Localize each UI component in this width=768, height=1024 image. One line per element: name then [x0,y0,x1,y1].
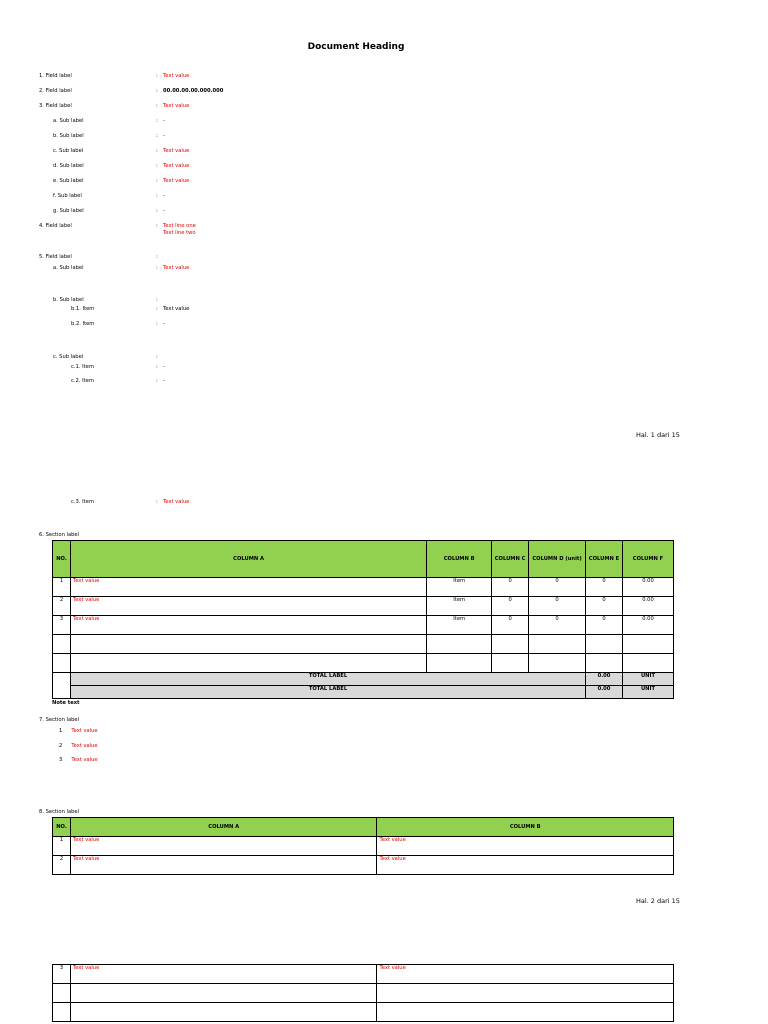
task-number: 1 [53,578,71,597]
table-row [53,856,674,875]
task-number: 3 [53,616,71,635]
materials-table [52,817,674,875]
subfield-label: f. Sub label [53,193,82,199]
table-header-row [53,818,674,837]
total-staff-value: 0.00 [586,686,623,699]
column-header: COLUMN B [377,818,674,837]
material-number: 2 [53,856,71,875]
table-header-row [53,541,674,578]
material-use: Text value [377,856,674,875]
field-label: 3. Field label [39,103,72,109]
summary-line-1: Text line one [163,223,196,229]
summary-label: 4. Field label [39,223,72,229]
subfield-value: - [163,193,165,199]
column-header: COLUMN C [492,541,529,578]
experience-item-value: Text value [163,499,190,505]
subfield-label: a. Sub label [53,118,84,124]
experience-item-value: - [163,364,165,370]
field-value: Text value [163,73,190,79]
total-staff-unit: UNIT [622,686,673,699]
subfield-label: g. Sub label [53,208,84,214]
materials-table-continued [52,964,674,1022]
training-item-value: - [163,321,165,327]
result-item: Text value [71,743,98,749]
table-row [53,597,674,616]
column-header: COLUMN B [427,541,492,578]
list-item: 2 Text value [59,743,98,749]
experience-item-label: c.2. Item [71,378,94,384]
column-header: COLUMN D (unit) [529,541,586,578]
subfield-label: e. Sub label [53,178,84,184]
task-description: Text value [70,597,426,616]
total-time-row [53,673,674,686]
task-effective-time: 0 [586,616,623,635]
task-result: Item [427,578,492,597]
education-value: Text value [163,265,190,271]
task-result: Item [427,616,492,635]
result-item: Text value [71,757,98,763]
column-header: NO. [53,541,71,578]
task-result: Item [427,597,492,616]
task-effective-time: 0 [586,578,623,597]
column-header: COLUMN E [586,541,623,578]
training-item-label: b.1. Item [71,306,95,312]
results-section-label: 7. Section label [39,717,80,723]
subfield-value: Text value [163,163,190,169]
tasks-note: Note text [52,700,80,706]
list-item: 3 Text value [59,757,98,763]
material-name: Text value [70,837,376,856]
total-time-value: 0.00 [586,673,623,686]
field-label: 2. Field label [39,88,72,94]
task-quantity: 0 [492,597,529,616]
material-use: Text value [377,965,674,984]
tasks-section-label: 6. Section label [39,532,80,538]
document-title: Document Heading [307,42,405,52]
summary-line-2: Text line two [163,230,196,236]
total-time-label: TOTAL LABEL [70,673,585,686]
table-row [53,578,674,597]
training-item-label: b.2. Item [71,321,95,327]
field-value: Text value [163,103,190,109]
task-description: Text value [70,616,426,635]
subfield-value: - [163,208,165,214]
total-staff-label: TOTAL LABEL [70,686,585,699]
experience-item-value: - [163,378,165,384]
table-row [53,965,674,984]
total-time-unit: UNIT [622,673,673,686]
column-header: COLUMN F [622,541,673,578]
subfield-value: - [163,118,165,124]
task-time: 0 [529,578,586,597]
education-label: a. Sub label [53,265,84,271]
table-row [53,984,674,1003]
training-item-value: Text value [163,306,190,312]
task-effective-time: 0 [586,597,623,616]
task-staff-need: 0.00 [622,616,673,635]
table-row [53,616,674,635]
table-row [53,1003,674,1022]
column-header: NO. [53,818,71,837]
table-row [53,635,674,654]
column-header: COLUMN A [70,541,426,578]
task-quantity: 0 [492,616,529,635]
subfield-value: - [163,133,165,139]
list-item: 1 Text value [59,728,98,734]
training-label: b. Sub label [53,297,84,303]
page-number: Hal. 1 dari 15 [636,431,680,439]
task-number: 2 [53,597,71,616]
subfield-value: Text value [163,148,190,154]
task-staff-need: 0.00 [622,597,673,616]
result-item: Text value [71,728,98,734]
field-value: 00.00.00.00.000.000 [163,88,224,94]
experience-item-label: c.1. Item [71,364,94,370]
experience-item-label: c.3. Item [71,499,94,505]
task-staff-need: 0.00 [622,578,673,597]
table-row [53,654,674,673]
subfield-label: c. Sub label [53,148,84,154]
task-quantity: 0 [492,578,529,597]
task-description: Text value [70,578,426,597]
subfield-label: d. Sub label [53,163,84,169]
subfield-value: Text value [163,178,190,184]
total-staff-row [53,686,674,699]
materials-section-label: 8. Section label [39,809,80,815]
page-number: Hal. 2 dari 15 [636,897,680,905]
tasks-table [52,540,674,699]
field-label: 1. Field label [39,73,72,79]
material-number: 1 [53,837,71,856]
task-time: 0 [529,597,586,616]
experience-label: c. Sub label [53,354,84,360]
material-number: 3 [53,965,71,984]
table-row [53,837,674,856]
material-name: Text value [70,965,376,984]
subfield-label: b. Sub label [53,133,84,139]
column-header: COLUMN A [70,818,376,837]
qualification-label: 5. Field label [39,254,72,260]
task-time: 0 [529,616,586,635]
material-name: Text value [70,856,376,875]
material-use: Text value [377,837,674,856]
